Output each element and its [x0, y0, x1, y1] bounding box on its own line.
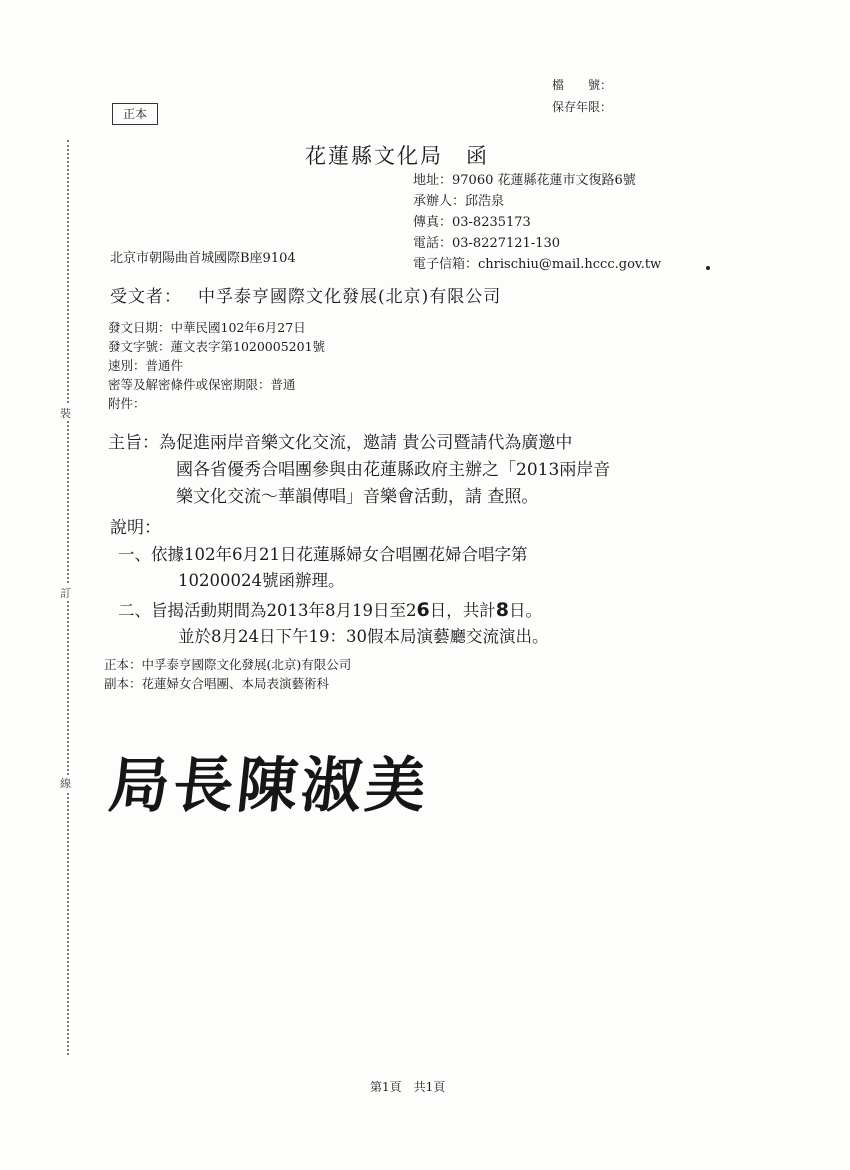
reference-number: 發文字號：蓮文表字第1020005201號 — [108, 339, 326, 354]
subject-block — [108, 430, 610, 511]
subject-line-3: 樂文化交流～華韻傳唱」音樂會活動，請 查照。 — [176, 487, 539, 507]
explanation-label: 說明： — [110, 518, 161, 538]
binding-mark-xian: 線 — [60, 777, 71, 790]
issue-info-block — [108, 318, 325, 413]
scan-speck — [706, 266, 710, 270]
recipient-name: 中孚泰亨國際文化發展(北京)有限公司 — [198, 287, 502, 307]
copy-recipients: 副本：花蓮婦女合唱團、本局表演藝術科 — [104, 676, 330, 691]
recipient-address: 北京市朝陽曲首城國際B座9104 — [110, 251, 296, 266]
subject-line-1: 主旨：為促進兩岸音樂文化交流，邀請 貴公司暨請代為廣邀中 — [108, 433, 573, 453]
handwritten-digit: 6 — [416, 599, 430, 621]
retention-period-label: 保存年限： — [551, 100, 612, 114]
secrecy-level: 密等及解密條件或保密期限：普通 — [108, 377, 296, 392]
item-2-text-a: 二、旨揭活動期間為2013年8月19日至2 — [118, 601, 417, 620]
attachment-label: 附件： — [108, 396, 146, 411]
subject-line-2: 國各省優秀合唱團參與由花蓮縣政府主辦之「2013兩岸音 — [176, 460, 611, 480]
item-2-line-2: 並於8月24日下午19：30假本局演藝廳交流演出。 — [178, 627, 549, 646]
explanation-item-1 — [118, 542, 528, 594]
delivery-speed: 速別：普通件 — [108, 358, 184, 373]
handwritten-days: 8 — [495, 599, 509, 621]
original-recipient: 正本：中孚泰亨國際文化發展(北京)有限公司 — [104, 657, 352, 672]
recipient-line — [110, 282, 501, 307]
binding-mark-zhuang: 裝 — [60, 407, 71, 420]
sender-contact-block — [413, 170, 661, 275]
director-signature: 局長陳淑美 — [105, 751, 434, 821]
item-1-line-2: 10200024號函辦理。 — [178, 571, 345, 590]
page-number: 第1頁 共1頁 — [370, 1080, 446, 1094]
email-address: 電子信箱：chrischiu@mail.hccc.gov.tw — [413, 257, 662, 272]
sender-address: 地址：97060 花蓮縣花蓮市文復路6號 — [413, 173, 636, 188]
document-title: 花蓮縣文化局 函 — [305, 144, 489, 168]
item-2-text-b: 日，共計 — [429, 601, 496, 620]
copies-block — [104, 655, 351, 693]
explanation-item-2 — [118, 597, 549, 650]
fax-number: 傳真：03-8235173 — [413, 215, 531, 230]
item-1-line-1: 一、依據102年6月21日花蓮縣婦女合唱團花婦合唱字第 — [118, 545, 528, 564]
item-2-text-c: 日。 — [508, 601, 542, 620]
case-officer: 承辦人：邱浩泉 — [413, 194, 505, 209]
item-2-line-1 — [118, 597, 549, 624]
file-number-label: 檔 號： — [551, 78, 612, 92]
original-copy-stamp: 正本 — [112, 103, 158, 125]
issue-date: 發文日期：中華民國102年6月27日 — [108, 320, 306, 335]
phone-number: 電話：03-8227121-130 — [413, 236, 561, 251]
recipient-label: 受文者： — [110, 287, 182, 307]
binding-mark-ding: 訂 — [60, 587, 71, 600]
